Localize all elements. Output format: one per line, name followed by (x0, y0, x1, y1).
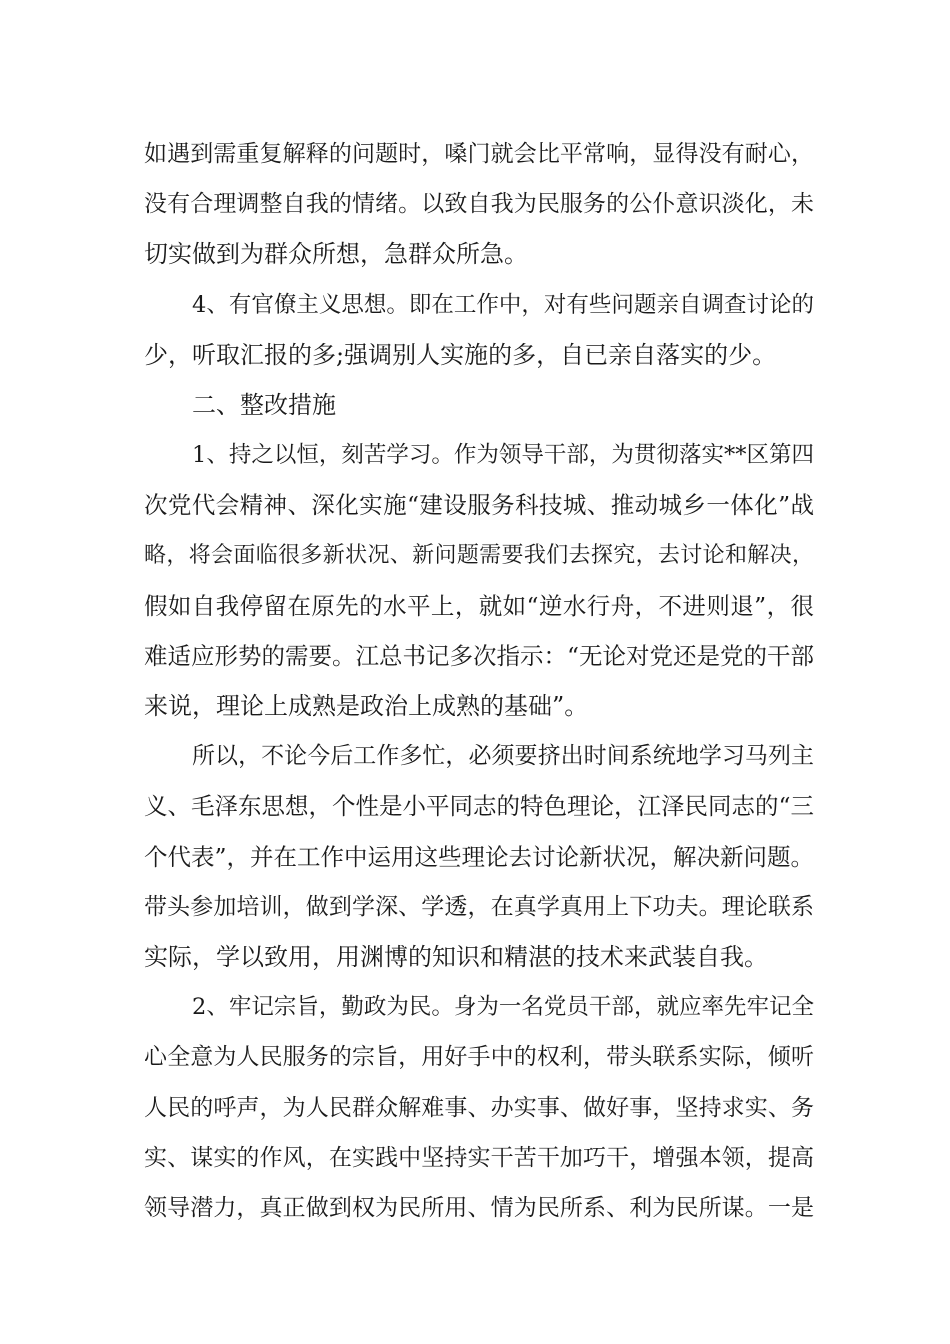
text-line: 没有合理调整自我的情绪。以致自我为民服务的公仆意识淡化，未 (144, 191, 814, 218)
document-body (144, 129, 814, 1233)
text-line: 二、整改措施 (192, 390, 336, 419)
text-line: 次党代会精神、深化实施“建设服务科技城、推动城乡一体化”战 (144, 491, 814, 520)
text-line: 义、毛泽东思想，个性是小平同志的特色理论，江泽民同志的“三 (144, 792, 815, 821)
text-line: 个代表”，并在工作中运用这些理论去讨论新状况，解决新问题。 (144, 842, 815, 871)
text-line: 实际，学以致用，用渊博的知识和精湛的技术来武装自我。 (144, 943, 768, 971)
text-line: 少，听取汇报的多;强调别人实施的多，自已亲自落实的少。 (144, 340, 777, 369)
text-line: 带头参加培训，做到学深、学透，在真学真用上下功夫。理论联系 (144, 893, 814, 920)
text-line: 假如自我停留在原先的水平上，就如“逆水行舟，不进则退”，很 (144, 591, 814, 620)
text-line: 2、牢记宗旨，勤政为民。身为一名党员干部，就应率先牢记全 (192, 994, 814, 1021)
text-line: 心全意为人民服务的宗旨，用好手中的权利，带头联系实际，倾听 (144, 1044, 814, 1071)
text-line: 难适应形势的需要。江总书记多次指示：“无论对党还是党的干部 (144, 641, 815, 670)
text-line: 人民的呼声，为人民群众解难事、办实事、做好事，坚持求实、务 (144, 1094, 814, 1121)
text-line: 1、持之以恒，刻苦学习。作为领导干部，为贯彻落实**区第四 (192, 442, 814, 469)
text-line: 所以，不论今后工作多忙，必须要挤出时间系统地学习马列主 (192, 743, 814, 770)
text-line: 领导潜力，真正做到权为民所用、情为民所系、利为民所谋。一是 (144, 1194, 814, 1221)
text-line: 略，将会面临很多新状况、新问题需要我们去探究，去讨论和解决， (144, 542, 814, 568)
text-line: 实、谋实的作风，在实践中坚持实干苦干加巧干，增强本领，提高 (144, 1144, 814, 1171)
text-line: 切实做到为群众所想，急群众所急。 (144, 240, 528, 269)
text-line: 来说，理论上成熟是政治上成熟的基础”。 (144, 692, 589, 721)
text-line: 4、有官僚主义思想。即在工作中，对有些问题亲自调查讨论的 (192, 291, 814, 318)
text-line: 如遇到需重复解释的问题时，嗓门就会比平常响，显得没有耐心， (144, 141, 814, 167)
